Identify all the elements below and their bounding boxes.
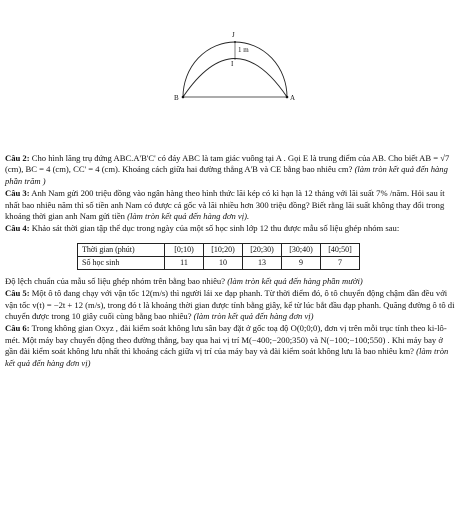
table-cell: 11 [165,256,204,269]
question-3 [5,188,457,222]
rounding-note: (làm tròn kết quả đến hàng đơn vị) [5,346,449,368]
question-text: Một ô tô đang chạy với vận tốc 12(m/s) thì người lái xe đạp phanh. Từ thời điểm đó, ô tô chuyển động chậm dần đều với vận tốc v(t) = −2t + 12 (m/s), trong đó t là khoảng thời gian được tính bằng giây, kể từ lúc bắt đầu đạp phanh. Quãng đường ô tô di chuyển được trong 10 giây cuối cùng bằng bao nhiêu? [5,288,455,322]
document-body [5,153,457,370]
inner-arc [183,59,287,98]
table-cell: 7 [321,256,360,269]
table-cell: [30;40) [282,243,321,256]
question-text: Độ lệch chuẩn của mẫu số liệu ghép nhóm trên bằng bao nhiêu? [5,275,226,286]
table-cell: [40;50] [321,243,360,256]
question-5 [5,288,457,322]
table-cell: [0;10) [165,243,204,256]
question-6 [5,323,457,369]
question-2 [5,153,457,187]
question-text: Trong không gian Oxyz , đài kiểm soát không lưu sân bay đặt ở gốc toạ độ O(0;0;0), đơn vị trên mỗi trục tính theo ki-lô-mét. Một máy bay chuyển động theo đường thẳng, bay qua hai vị trí M(−400;−200;350) và N(−100;−100;550) . Khi máy bay ở gần đài kiểm soát không lưu nhất thì khoảng cách giữa vị trí của máy bay và đài kiểm soát không lưu là bao nhiêu km? [5,323,447,357]
question-label: Câu 3: [5,188,30,199]
table-cell: Số học sinh [78,256,165,269]
table-cell: [20;30) [243,243,282,256]
rounding-note: (làm tròn kết quả đến hàng phần mười) [227,275,363,286]
table-cell: 10 [204,256,243,269]
question-label: Câu 4: [5,223,30,234]
arch-figure [170,0,300,150]
question-4 [5,223,457,234]
rounding-note: (làm tròn kết quả đến hàng phần trăm ) [5,164,448,186]
table-cell: Thời gian (phút) [78,243,165,256]
table-cell: 13 [243,256,282,269]
question-label: Câu 2: [5,153,30,163]
label-b: B [174,94,179,102]
table-cell: 9 [282,256,321,269]
question-text: Khảo sát thời gian tập thể dục trong ngày của một số học sinh lớp 12 thu được mẫu số liệu ghép nhóm sau: [31,223,400,234]
point-b [182,96,185,99]
question-text: Cho hình lăng trụ đứng ABC.A'B'C' có đáy ABC là tam giác vuông tại A . Gọi E là trung điểm của AB. Cho biết AB = √7 (cm), BC = 4 (cm), CC' = 4 (cm). Khoảng cách giữa hai đường thẳng A'B và CE bằng bao nhiêu cm? [5,153,450,175]
label-i: I [231,60,234,68]
question-text: Anh Nam gửi 200 triệu đồng vào ngân hàng theo hình thức lãi kép có kì hạn là 12 tháng với lãi suất 7% /năm. Hỏi sau ít nhất bao nhiêu năm thì số tiền anh Nam có được cả gốc và lãi nhiều hơn 300 triệu đồng? Biết rằng lãi suất không thay đổi trong khoảng thời gian anh Nam gửi tiền [5,188,445,222]
question-4-prompt [5,276,457,287]
question-label: Câu 5: [5,288,30,299]
question-label: Câu 6: [5,323,30,334]
rounding-note: (làm tròn kết quả đến hàng đơn vị) [193,311,314,322]
table-row [78,256,360,269]
point-j [234,41,236,43]
label-measure: 1 m [238,46,249,54]
point-a [286,96,289,99]
table-cell: [10;20) [204,243,243,256]
rounding-note: (làm tròn kết quả đến hàng đơn vị). [127,211,250,222]
label-a: A [290,94,296,102]
frequency-table [77,243,360,270]
label-j: J [232,31,235,39]
table-row [78,243,360,256]
